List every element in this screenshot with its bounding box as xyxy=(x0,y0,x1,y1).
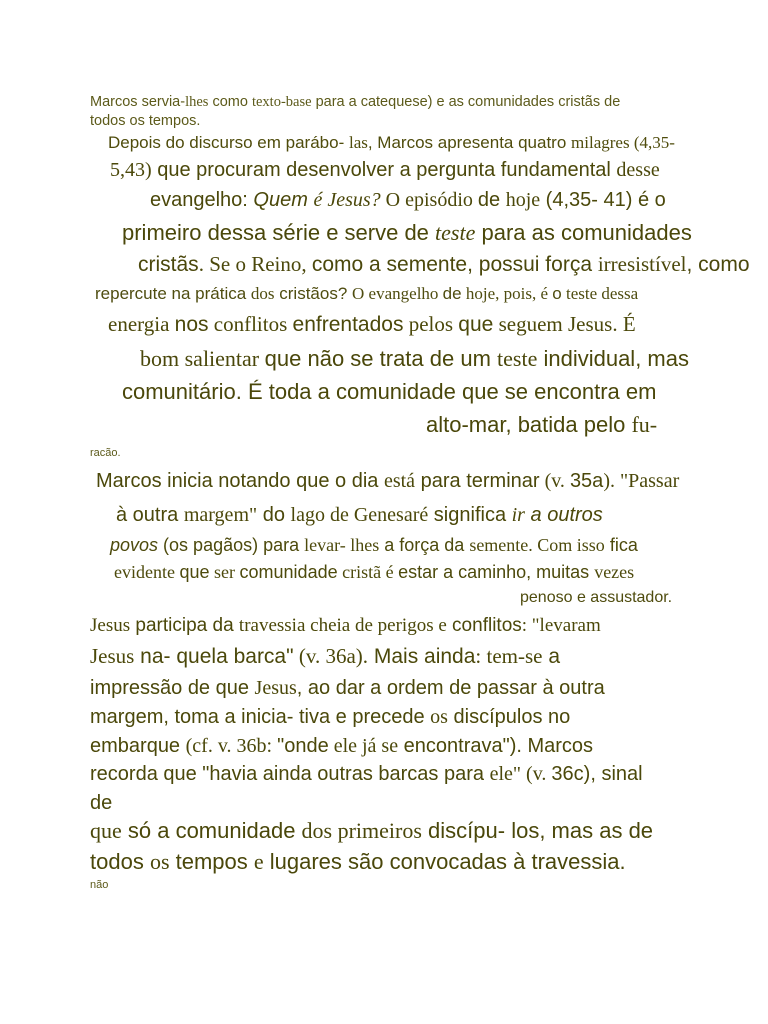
text-run: a xyxy=(542,645,560,668)
text-run: (4,35- xyxy=(629,133,675,152)
text-run: cristãos? xyxy=(274,284,353,303)
text-run: margem" xyxy=(183,504,258,526)
text-line xyxy=(150,190,666,210)
text-run: para as comunidades xyxy=(475,220,692,245)
text-run: lugares xyxy=(263,849,349,874)
text-run: hoje, pois, é xyxy=(461,284,553,303)
text-run: seguem Jesus. É xyxy=(493,312,636,336)
text-line xyxy=(108,314,636,335)
text-run: nos xyxy=(174,313,209,336)
text-run: que procuram desenvolver a pergunta fundamental xyxy=(151,159,617,181)
text-run: Jesus xyxy=(90,644,135,668)
text-line xyxy=(122,381,656,403)
text-run: penoso xyxy=(520,589,573,606)
text-run: (cf. v. 36b: xyxy=(185,735,278,757)
text-run: , ao dar a ordem de passar à outra xyxy=(296,677,605,699)
text-line xyxy=(90,95,620,110)
text-run: na- quela barca" xyxy=(134,645,294,668)
text-run: primeiro dessa série e serve de xyxy=(122,220,436,245)
text-line xyxy=(96,471,679,491)
text-run: hoje xyxy=(505,189,541,211)
text-run: não se trata de um xyxy=(301,346,498,371)
text-run: , como xyxy=(686,253,750,276)
text-run: está xyxy=(383,470,416,492)
text-run: impressão de que xyxy=(90,677,255,699)
text-line xyxy=(116,505,603,525)
text-run: , Marcos apresenta quatro xyxy=(367,133,572,152)
text-run: enfrentados xyxy=(292,313,404,336)
text-run: fica xyxy=(604,535,638,555)
text-run: evidente xyxy=(114,562,180,582)
text-run: que xyxy=(458,313,494,336)
text-run: só a comunidade xyxy=(121,818,302,843)
text-run: como a semente, possui força xyxy=(311,253,598,276)
text-run: (os pagãos) para xyxy=(158,535,305,555)
text-run: povos xyxy=(110,535,159,555)
text-line xyxy=(90,448,121,459)
text-run: evangelho: xyxy=(150,189,254,211)
text-run: é xyxy=(381,562,399,582)
text-run: Marcos inicia notando que o dia xyxy=(96,470,384,492)
text-run: e assustador. xyxy=(572,589,673,606)
text-run: e xyxy=(253,849,264,874)
text-run: vezes xyxy=(594,562,635,582)
text-run: "onde xyxy=(277,735,329,757)
text-line xyxy=(90,736,593,756)
text-run: bom salientar xyxy=(140,346,265,371)
text-run: são convocadas à travessia. xyxy=(348,849,626,874)
text-line xyxy=(90,851,626,873)
text-line xyxy=(90,880,108,891)
text-run: (v. xyxy=(539,470,570,492)
text-line xyxy=(140,348,689,370)
text-line xyxy=(90,678,605,698)
text-run: : "levaram xyxy=(521,615,601,636)
text-line xyxy=(138,254,750,275)
text-run: discípulos no xyxy=(447,706,571,728)
text-run: os xyxy=(149,849,170,874)
text-line xyxy=(90,707,570,727)
text-run: teste dessa xyxy=(561,284,639,303)
text-run: Mais ainda xyxy=(368,645,476,668)
text-run: repercute na prática xyxy=(95,284,251,303)
text-run: comunitário. É toda a comunidade que se encontra em xyxy=(122,379,657,404)
text-run: conflitos xyxy=(208,312,293,336)
text-run: discípu- los, mas as de xyxy=(421,818,654,843)
text-run: tempos xyxy=(169,849,254,874)
text-run: teste xyxy=(497,346,538,371)
text-run: de xyxy=(442,284,462,303)
text-run: embarque xyxy=(90,735,186,757)
text-line xyxy=(90,616,601,635)
text-run: (v. 36a). xyxy=(293,644,369,668)
text-run: à outra xyxy=(116,504,184,526)
text-run: pelos xyxy=(403,312,459,336)
text-run: lhes xyxy=(185,94,209,110)
text-run: participa da xyxy=(130,615,239,636)
text-run: O episódio xyxy=(380,189,478,211)
text-run: 36c), sinal xyxy=(551,763,643,785)
text-run: levar- lhes xyxy=(304,535,380,555)
text-line xyxy=(90,793,112,813)
text-run: ele já se xyxy=(328,735,399,757)
text-run: . Se o Reino, xyxy=(198,252,312,276)
text-run: energia xyxy=(108,312,175,336)
text-run: O evangelho xyxy=(352,284,443,303)
text-run: do xyxy=(257,504,291,526)
text-run: Jesus xyxy=(254,677,297,699)
text-run: que xyxy=(90,818,122,843)
text-run: alto-mar, batida pelo xyxy=(426,412,632,437)
text-run: ser xyxy=(209,562,240,582)
text-run: Marcos servia- xyxy=(90,94,186,110)
text-run: texto-base xyxy=(251,94,312,110)
text-run: conflitos xyxy=(446,615,522,636)
text-run: recorda que "havia ainda outras barcas para xyxy=(90,763,490,785)
text-run: a força da xyxy=(379,535,470,555)
text-run: encontrava"). Marcos xyxy=(398,735,594,757)
text-run: fu- xyxy=(631,412,658,437)
text-run: ir xyxy=(511,504,525,526)
text-run: comunidade xyxy=(239,562,338,582)
text-run: para a catequese) e as comunidades cristãs de xyxy=(311,94,621,110)
text-run: significa xyxy=(428,504,512,526)
text-run: ele" (v. xyxy=(489,763,552,785)
text-line xyxy=(90,764,643,784)
text-run: Jesus xyxy=(90,615,131,636)
text-run: ). "Passar xyxy=(603,470,680,492)
text-run: lago de Genesaré xyxy=(290,504,429,526)
text-line xyxy=(520,590,672,606)
text-run: como xyxy=(208,94,252,110)
text-run: teste xyxy=(435,220,476,245)
text-run: Depois do discurso em parábo- xyxy=(108,133,349,152)
text-line xyxy=(90,820,653,842)
text-run: margem, toma a inicia- tiva e precede xyxy=(90,706,431,728)
text-run: dos xyxy=(250,284,275,303)
text-line xyxy=(110,160,660,180)
text-line xyxy=(90,114,200,129)
text-run: desse xyxy=(616,159,660,181)
text-run: a outros xyxy=(524,504,603,526)
text-run: de xyxy=(90,792,113,814)
text-run: Quem xyxy=(253,189,314,211)
text-run: milagres xyxy=(571,133,630,152)
text-run: 5,43) xyxy=(110,159,152,181)
text-run: individual, mas xyxy=(537,346,689,371)
text-run: racão. xyxy=(90,447,121,459)
text-run: travessia cheia de perigos e xyxy=(238,615,447,636)
text-line xyxy=(122,222,692,244)
text-run: que xyxy=(179,562,210,582)
text-run: para terminar xyxy=(415,470,540,492)
text-run: que xyxy=(264,346,302,371)
text-run: todos os tempos. xyxy=(90,113,201,129)
text-line xyxy=(90,646,560,667)
text-line xyxy=(95,285,638,302)
text-run: semente. Com isso xyxy=(469,535,605,555)
text-run: irresistível xyxy=(597,252,687,276)
text-run: cristãs xyxy=(138,253,199,276)
text-run: o xyxy=(552,284,562,303)
text-run: las xyxy=(348,133,368,152)
text-line xyxy=(108,134,675,151)
text-line xyxy=(110,536,638,554)
text-run: 35a xyxy=(569,470,604,492)
text-run: estar a caminho, muitas xyxy=(398,562,595,582)
text-line xyxy=(426,414,657,436)
text-run: os xyxy=(430,706,448,728)
text-run: : tem-se xyxy=(475,644,543,668)
text-run: é Jesus? xyxy=(313,189,381,211)
text-run: de xyxy=(477,189,506,211)
text-run: não xyxy=(90,879,109,891)
text-run: cristã xyxy=(337,562,382,582)
text-run: todos xyxy=(90,849,150,874)
text-run: dos primeiros xyxy=(301,818,422,843)
text-run: (4,35- 41) é o xyxy=(540,189,666,211)
text-line xyxy=(114,563,634,581)
